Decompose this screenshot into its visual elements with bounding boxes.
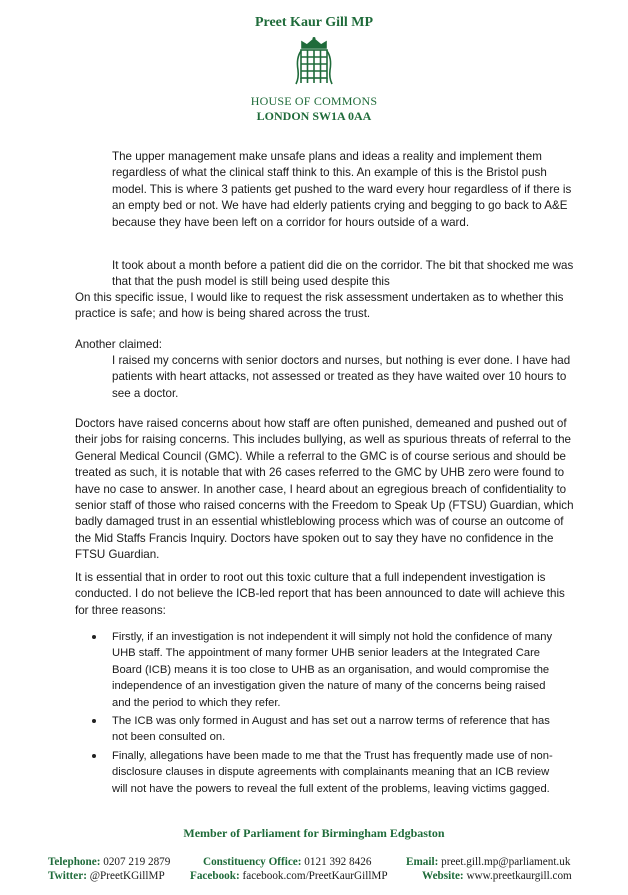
address-line: LONDON SW1A 0AA: [256, 109, 372, 123]
telephone-value: 0207 219 2879: [103, 856, 171, 868]
constituency-title: Member of Parliament for Birmingham Edgbaston: [183, 826, 445, 840]
portcullis-icon: [294, 36, 334, 88]
constituency-label: Constituency Office:: [203, 856, 302, 868]
bullet-icon: [92, 635, 96, 639]
paragraph-patient-death: It took about a month before a patient did die on the corridor. The bit that shocked me was that that the push model is still being used despite this: [112, 259, 574, 289]
telephone-label: Telephone:: [48, 856, 101, 868]
reasons-list: [92, 629, 562, 797]
list-item: [92, 748, 562, 797]
email: [406, 856, 570, 868]
list-item-text: Firstly, if an investigation is not independent it will simply not hold the confidence of many UHB staff. The appointment of many former UHB senior leaders at the Integrated Care Board (ICB) means it is too close to UHB as an organisation, and would compromise the independence of an investigation given the nature of many of the concerns being raised and the period to which they refer.: [112, 631, 553, 709]
mp-name: Preet Kaur Gill MP: [254, 15, 374, 30]
facebook-link[interactable]: facebook.com/PreetKaurGillMP: [242, 870, 388, 882]
list-item: [92, 629, 562, 711]
constituency-office: [203, 856, 371, 868]
twitter: [48, 870, 165, 882]
bullet-icon: [92, 754, 96, 758]
email-label: Email:: [406, 856, 439, 868]
house-of-commons: HOUSE OF COMMONS: [250, 94, 378, 108]
website-link[interactable]: www.preetkaurgill.com: [466, 870, 572, 882]
paragraph-quote: I raised my concerns with senior doctors and nurses, but nothing is ever done. I have had patients with heart attacks, not assessed or treated as they have waited over 10 hours to see a doctor.: [112, 354, 571, 400]
facebook: [190, 870, 388, 882]
telephone: [48, 856, 170, 868]
website: [422, 870, 572, 882]
paragraph-investigation: It is essential that in order to root out this toxic culture that a full independent investigation is conducted. I do not believe the ICB-led report that has been announced to date will achieve this for three reasons:: [75, 571, 565, 617]
list-item: [92, 713, 562, 746]
email-link[interactable]: preet.gill.mp@parliament.uk: [441, 856, 571, 868]
facebook-label: Facebook:: [190, 870, 240, 882]
paragraph-another-claimed: Another claimed:: [75, 338, 162, 351]
list-item-text: Finally, allegations have been made to me that the Trust has frequently made use of non-disclosure clauses in dispute agreements with complainants meaning that an ICB review will not have the powers to reveal the full extent of the problems, leaving victims gagged.: [112, 749, 553, 795]
paragraph-risk-assessment: On this specific issue, I would like to request the risk assessment undertaken as to whether this practice is safe; and how is being shared across the trust.: [75, 291, 564, 321]
paragraph-push-model: The upper management make unsafe plans and ideas a reality and implement them regardless of what the clinical staff think to this. An example of this is the Bristol push model. This is where 3 patients get pushed to the ward every hour regardless of if there is an empty bed or not. We have had elderly patients crying and begging to go back to A&E because they have been left on a corridor for hours outside of a ward.: [112, 150, 572, 229]
twitter-link[interactable]: @PreetKGillMP: [89, 870, 165, 882]
paragraph-doctors-concerns: Doctors have raised concerns about how staff are often punished, demeaned and pushed out of their jobs for raising concerns. This includes bullying, as well as spurious threats of referral to the General Medical Council (GMC). While a referral to the GMC is of course serious and should be treated as such, it is notable that with 26 cases referred to the GMC by UHB zero were found to have no case to answer. In another case, I heard about an egregious breach of confidentiality to senior staff of those who raised concerns with the Freedom to Speak Up (FTSU) Guardian, which badly damaged trust in an essential whistleblowing process which was of course an outcome of the Mid Staffs Francis Inquiry. Doctors have spoken out to say they have no confidence in the FTSU Guardian.: [75, 417, 574, 562]
constituency-value: 0121 392 8426: [304, 856, 372, 868]
twitter-label: Twitter:: [48, 870, 87, 882]
bullet-icon: [92, 719, 96, 723]
list-item-text: The ICB was only formed in August and has set out a narrow terms of reference that has not been consulted on.: [112, 715, 550, 744]
website-label: Website:: [422, 870, 464, 882]
